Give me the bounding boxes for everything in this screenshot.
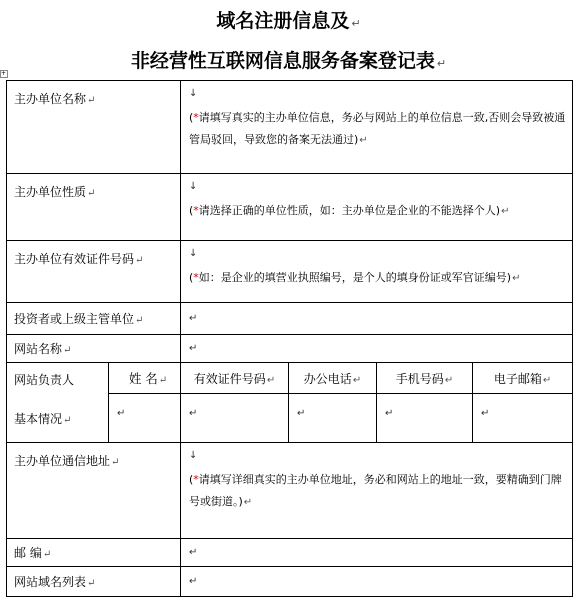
field-address[interactable]: [181, 443, 573, 539]
registration-form-table: [6, 80, 573, 597]
field-postcode[interactable]: [181, 539, 573, 567]
field-sponsor-type[interactable]: [181, 174, 573, 241]
label-postcode: 邮 编↵: [7, 539, 181, 567]
cell-end-mark-icon: ↵: [481, 408, 490, 419]
hint-sponsor-name: (*请填写真实的主办单位信息，务必与网站上的单位信息一致,否则会导致被通管局驳回，导致您的备案无法通过)↵: [189, 111, 566, 146]
cell-end-mark-icon: ↵: [297, 408, 306, 419]
field-domain-list[interactable]: [181, 567, 573, 597]
table-move-handle-icon[interactable]: +: [1, 70, 7, 77]
down-arrow-icon: ↓: [189, 450, 198, 461]
cell-end-mark-icon: ↵: [189, 343, 198, 354]
cell-end-mark-icon: ↵: [117, 408, 126, 419]
row-sponsor-name: [7, 81, 573, 174]
paragraph-mark-icon: ↵: [436, 57, 447, 70]
form-title-line2: 非经营性互联网信息服务备案登记表 ↵: [130, 50, 447, 72]
label-sponsor-id: 主办单位有效证件号码↵: [7, 241, 181, 303]
label-domain-list: 网站域名列表↵: [7, 567, 181, 597]
down-arrow-icon: ↓: [189, 88, 198, 99]
row-site-name: [7, 335, 573, 363]
hint-sponsor-id: (*如：是企业的填营业执照编号，是个人的填身份证或军官证编号)↵: [189, 271, 521, 284]
label-address: 主办单位通信地址↵: [7, 443, 181, 539]
col-header-mobile: 手机号码↵: [377, 363, 473, 394]
field-investor[interactable]: [181, 303, 573, 335]
label-site-owner: 网站负责人 基本情况↵: [7, 363, 109, 443]
cell-end-mark-icon: ↵: [189, 408, 198, 419]
hint-sponsor-type: (*请选择正确的单位性质，如：主办单位是企业的不能选择个人)↵: [189, 204, 510, 217]
row-site-owner-header: [7, 363, 573, 394]
row-domain-list: [7, 567, 573, 597]
field-sponsor-name[interactable]: [181, 81, 573, 174]
cell-end-mark-icon: ↵: [189, 547, 198, 558]
label-investor: 投资者或上级主管单位↵: [7, 303, 181, 335]
field-sponsor-id[interactable]: [181, 241, 573, 303]
row-postcode: [7, 539, 573, 567]
hint-address: (*请填写详细真实的主办单位地址，务必和网站上的地址一致，要精确到门牌号或街道。)↵: [189, 473, 562, 508]
down-arrow-icon: ↓: [189, 248, 198, 259]
paragraph-mark-icon: ↵: [351, 17, 361, 30]
cell-end-mark-icon: ↵: [189, 576, 198, 587]
label-sponsor-type: 主办单位性质↵: [7, 174, 181, 241]
row-sponsor-type: [7, 174, 573, 241]
row-sponsor-id: [7, 241, 573, 303]
cell-end-mark-icon: ↵: [385, 408, 394, 419]
field-owner-mobile[interactable]: [377, 394, 473, 443]
form-title-line1: 域名注册信息及 ↵: [216, 10, 361, 32]
label-site-name: 网站名称↵: [7, 335, 181, 363]
field-owner-name[interactable]: [109, 394, 181, 443]
field-owner-office-phone[interactable]: [289, 394, 377, 443]
field-site-name[interactable]: [181, 335, 573, 363]
col-header-office-phone: 办公电话↵: [289, 363, 377, 394]
col-header-email: 电子邮箱↵: [473, 363, 573, 394]
row-address: [7, 443, 573, 539]
field-owner-email[interactable]: [473, 394, 573, 443]
label-sponsor-name: 主办单位名称↵: [7, 81, 181, 174]
field-owner-id-number[interactable]: [181, 394, 289, 443]
down-arrow-icon: ↓: [189, 181, 198, 192]
cell-end-mark-icon: ↵: [189, 313, 198, 324]
row-investor: [7, 303, 573, 335]
col-header-id-number: 有效证件号码↵: [181, 363, 289, 394]
col-header-name: 姓 名↵: [109, 363, 181, 394]
